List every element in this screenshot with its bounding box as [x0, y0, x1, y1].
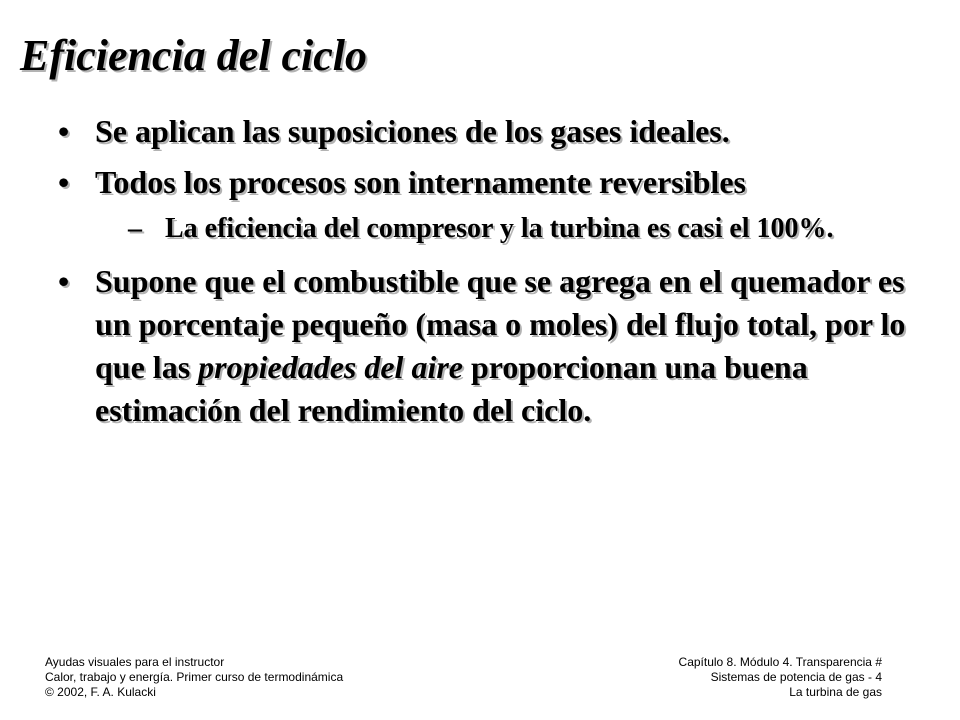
bullet-text: Todos los procesos son internamente reversibles: [95, 164, 746, 200]
bullet-text-start: Supone que el combustible que se agrega en el quemador es un porcentaje pequeño (masa o moles) del flujo total, por lo que las: [95, 263, 906, 385]
footer-left-line-3: © 2002, F. A. Kulacki: [45, 685, 156, 699]
bullet-dot-icon: •: [58, 164, 70, 200]
footer-left: [45, 655, 343, 700]
bullet-text-end: proporcionan una buena estimación del rendimiento del ciclo.: [95, 349, 808, 428]
bullet-list: [58, 110, 938, 440]
bullet-text: Se aplican las suposiciones de los gases ideales.: [95, 113, 730, 149]
bullet-item: [58, 260, 938, 432]
footer-right: [679, 655, 882, 700]
footer-right-line-2: Sistemas de potencia de gas - 4: [710, 670, 882, 684]
slide-title: Eficiencia del ciclo: [20, 31, 367, 80]
footer-right-line-3: La turbina de gas: [789, 685, 882, 699]
footer-left-line-2: Calor, trabajo y energía. Primer curso de termodinámica: [45, 670, 344, 684]
bullet-text-italic: propiedades del aire: [198, 349, 463, 385]
bullet-dot-icon: •: [58, 113, 70, 149]
footer-right-line-1: Capítulo 8. Módulo 4. Transparencia #: [678, 655, 882, 669]
sub-bullet-item: [128, 210, 955, 248]
sub-bullet-text: La eficiencia del compresor y la turbina es casi el 100%.: [165, 213, 834, 244]
sub-bullet-dash-icon: –: [128, 213, 142, 244]
bullet-item: [58, 110, 938, 153]
footer-left-line-1: Ayudas visuales para el instructor: [45, 655, 225, 669]
bullet-item: [58, 161, 938, 204]
bullet-dot-icon: •: [58, 263, 70, 299]
